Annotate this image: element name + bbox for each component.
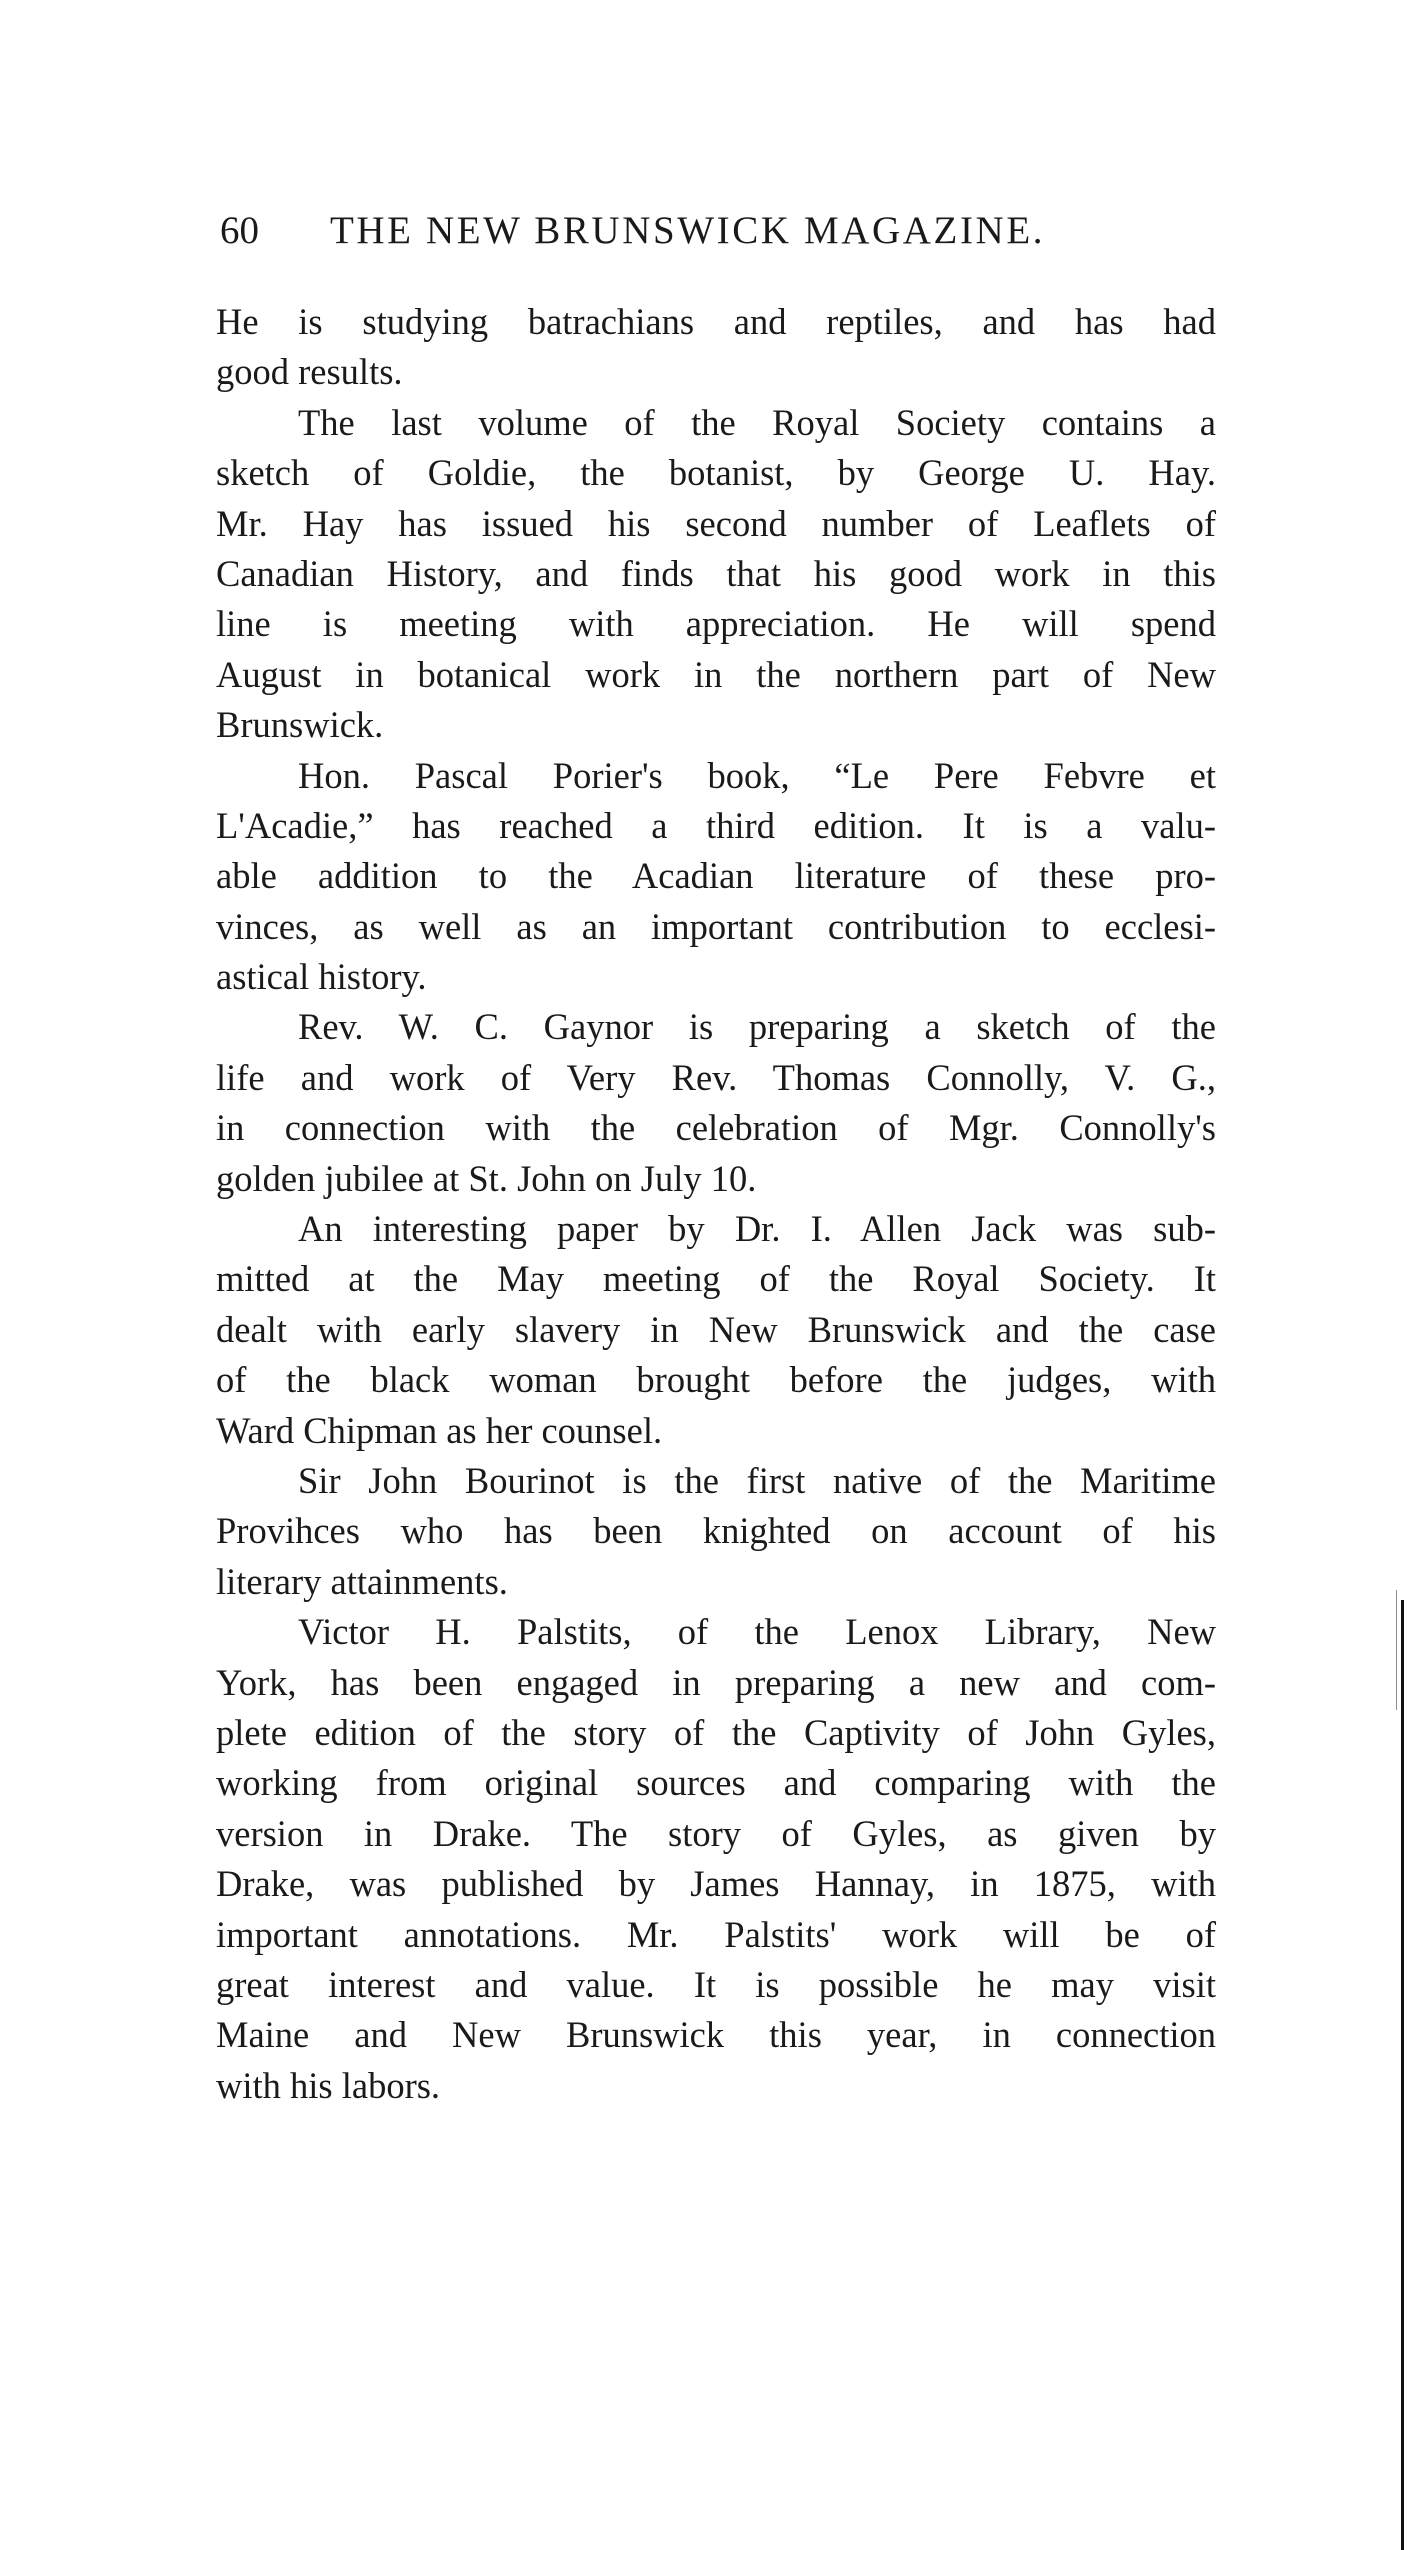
text-line: mitted at the May meeting of the Royal Society. It <box>216 1258 1216 1300</box>
text-line: sketch of Goldie, the botanist, by George U. Hay. <box>216 452 1216 494</box>
text-line: important annotations. Mr. Palstits' work will be of <box>216 1913 1216 1955</box>
text-line: golden jubilee at St. John on July 10. <box>216 1157 757 1199</box>
text-line: Hon. Pascal Porier's book, “Le Pere Febvre et <box>298 754 1216 796</box>
text-line: Provihces who has been knighted on account of his <box>216 1510 1216 1552</box>
text-line: Victor H. Palstits, of the Lenox Library, New <box>298 1611 1216 1653</box>
text-line: life and work of Very Rev. Thomas Connolly, V. G., <box>216 1056 1216 1098</box>
text-line: Rev. W. C. Gaynor is preparing a sketch of the <box>298 1006 1216 1048</box>
text-line: great interest and value. It is possible he may visit <box>216 1963 1216 2005</box>
text-line: Brunswick. <box>216 704 384 746</box>
text-line: with his labors. <box>216 2064 441 2106</box>
text-line: able addition to the Acadian literature of these pro- <box>216 855 1216 897</box>
text-line: He is studying batrachians and reptiles, and has had <box>216 301 1216 342</box>
text-line: L'Acadie,” has reached a third edition. It is a valu- <box>216 804 1216 846</box>
paragraph-royal-society-volume <box>216 398 1216 751</box>
text-line: dealt with early slavery in New Brunswick and the case <box>216 1308 1216 1350</box>
text-line: in connection with the celebration of Mgr. Connolly's <box>216 1107 1216 1149</box>
text-line: version in Drake. The story of Gyles, as given by <box>216 1812 1216 1854</box>
paragraph-batrachians <box>216 297 1216 398</box>
article-body <box>216 297 1216 2111</box>
paragraph-jack-paper <box>216 1204 1216 1456</box>
text-line: astical history. <box>216 956 427 998</box>
text-line: Mr. Hay has issued his second number of Leaflets of <box>216 502 1216 544</box>
text-line: plete edition of the story of the Captivity of John Gyles, <box>216 1711 1216 1753</box>
text-line: An interesting paper by Dr. I. Allen Jack was sub- <box>298 1208 1216 1250</box>
text-line: Drake, was published by James Hannay, in 1875, with <box>216 1863 1216 1905</box>
text-line: of the black woman brought before the judges, with <box>216 1359 1216 1401</box>
text-line: August in botanical work in the northern part of New <box>216 653 1216 695</box>
paragraph-bourinot <box>216 1456 1216 1607</box>
text-line: Canadian History, and finds that his good work in this <box>216 552 1216 594</box>
page-edge-line <box>1401 1600 1404 2550</box>
page-number: 60 <box>220 209 259 252</box>
text-line: good results. <box>216 351 403 393</box>
text-line: vinces, as well as an important contribution to ecclesi- <box>216 905 1216 947</box>
paragraph-porier-book <box>216 751 1216 1003</box>
text-line: Maine and New Brunswick this year, in connection <box>216 2014 1216 2056</box>
text-line: working from original sources and comparing with the <box>216 1762 1216 1804</box>
text-line: literary attainments. <box>216 1560 508 1602</box>
text-line: York, has been engaged in preparing a new and com- <box>216 1661 1216 1703</box>
running-head <box>220 208 1120 258</box>
text-line: Sir John Bourinot is the first native of the Maritime <box>298 1459 1216 1501</box>
magazine-title: THE NEW BRUNSWICK MAGAZINE. <box>330 209 1046 252</box>
page-edge-shadow <box>1396 1590 1397 1710</box>
text-line: The last volume of the Royal Society contains a <box>298 401 1216 443</box>
paragraph-gaynor-sketch <box>216 1002 1216 1204</box>
paragraph-palstits <box>216 1607 1216 2111</box>
text-line: Ward Chipman as her counsel. <box>216 1409 663 1451</box>
text-line: line is meeting with appreciation. He will spend <box>216 603 1216 645</box>
